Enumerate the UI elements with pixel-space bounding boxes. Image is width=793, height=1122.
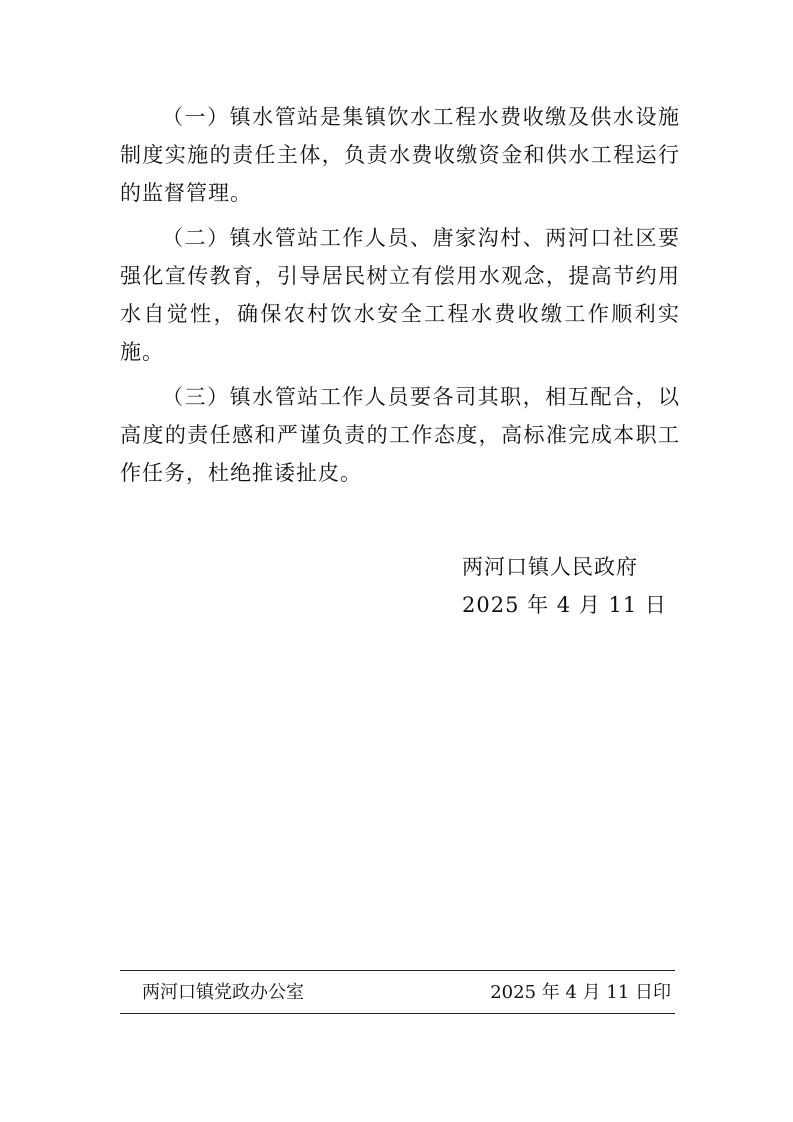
footer-bottom-rule — [120, 1013, 675, 1014]
signature-block — [462, 548, 667, 624]
footer-issuer: 两河口镇党政办公室 — [142, 982, 304, 1003]
paragraph-1: （一）镇水管站是集镇饮水工程水费收缴及供水设施制度实施的责任主体，负责水费收缴资金和供水工程运行的监督管理。 — [120, 105, 680, 205]
document-body — [120, 98, 680, 499]
signature-date: 2025 年 4 月 11 日 — [462, 593, 667, 617]
footer-top-rule — [120, 970, 675, 971]
paragraph-2: （二）镇水管站工作人员、唐家沟村、两河口社区要强化宣传教育，引导居民树立有偿用水观念，提高节约用水自觉性，确保农村饮水安全工程水费收缴工作顺利实施。 — [120, 226, 680, 364]
footer-print-date: 2025 年 4 月 11 日印 — [490, 982, 671, 1003]
signature-organization: 两河口镇人民政府 — [462, 555, 638, 579]
paragraph-3: （三）镇水管站工作人员要各司其职，相互配合，以高度的责任感和严谨负责的工作态度，高标准完成本职工作任务，杜绝推诿扯皮。 — [120, 385, 680, 485]
